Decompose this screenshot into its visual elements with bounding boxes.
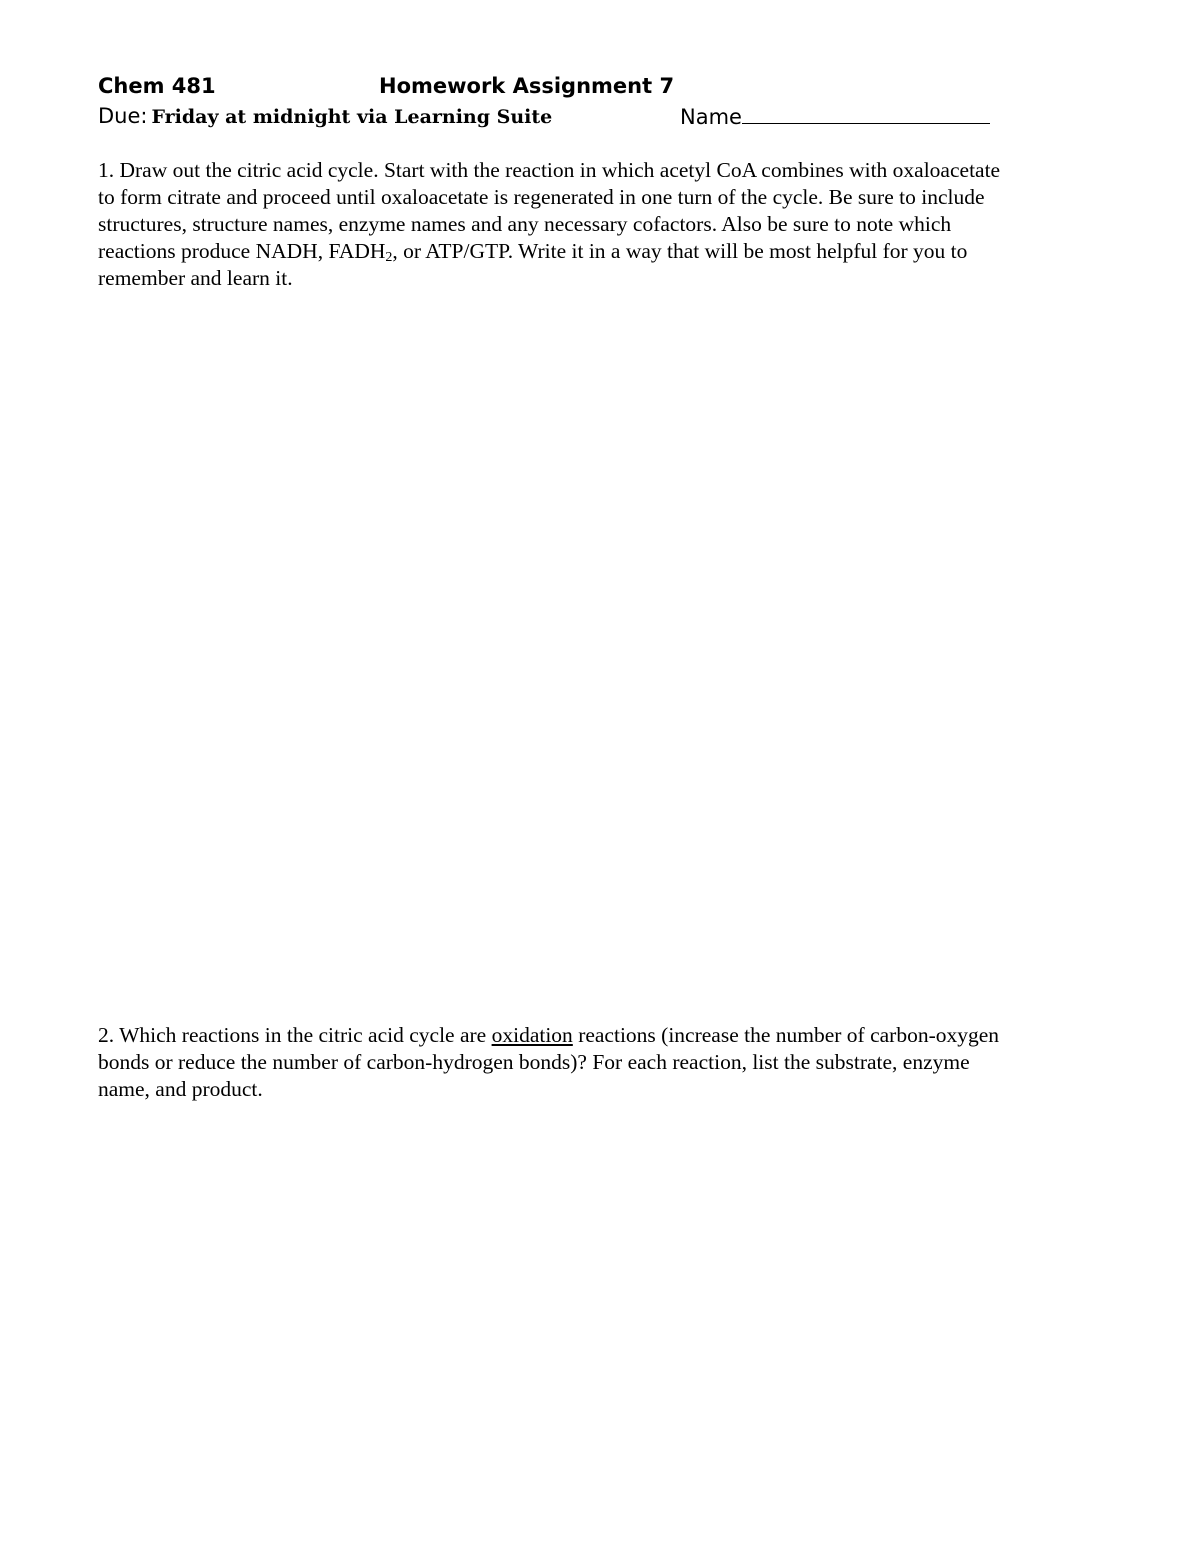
question-2-text: reactions (increase the number of carbon-oxygen: [572, 1023, 1000, 1047]
question-2-line: name, and product.: [98, 1077, 263, 1101]
question-1-line: structures, structure names, enzyme names and any necessary cofactors. Also be sure to note which: [98, 212, 952, 236]
name-blank-line: [742, 103, 990, 124]
assignment-title: Homework Assignment 7: [379, 74, 675, 98]
question-2: [98, 1022, 1108, 1103]
question-1: [98, 157, 1108, 292]
question-1-line: remember and learn it.: [98, 266, 293, 290]
due-label: Due:: [98, 104, 148, 128]
question-1-line: [98, 238, 1108, 265]
name-field: [680, 103, 990, 130]
question-1-line: 1. Draw out the citric acid cycle. Start with the reaction in which acetyl CoA combines with oxaloacetate: [98, 158, 1001, 182]
due-text: Friday at midnight via Learning Suite: [151, 106, 553, 128]
name-label: Name: [680, 105, 742, 129]
question-2-line: [98, 1022, 1108, 1049]
question-1-text: , or ATP/GTP. Write it in a way that will be most helpful for you to: [392, 239, 968, 263]
header-due-row: [98, 103, 742, 132]
question-1-text: reactions produce NADH, FADH: [98, 239, 386, 263]
subscript-2: 2: [385, 250, 393, 265]
question-2-text: 2. Which reactions in the citric acid cycle are: [98, 1023, 492, 1047]
course-title: Chem 481: [98, 74, 216, 98]
underlined-term: oxidation: [491, 1023, 573, 1047]
question-2-line: bonds or reduce the number of carbon-hydrogen bonds)? For each reaction, list the substrate, enzyme: [98, 1050, 970, 1074]
question-1-line: to form citrate and proceed until oxaloacetate is regenerated in one turn of the cycle. Be sure to include: [98, 185, 985, 209]
